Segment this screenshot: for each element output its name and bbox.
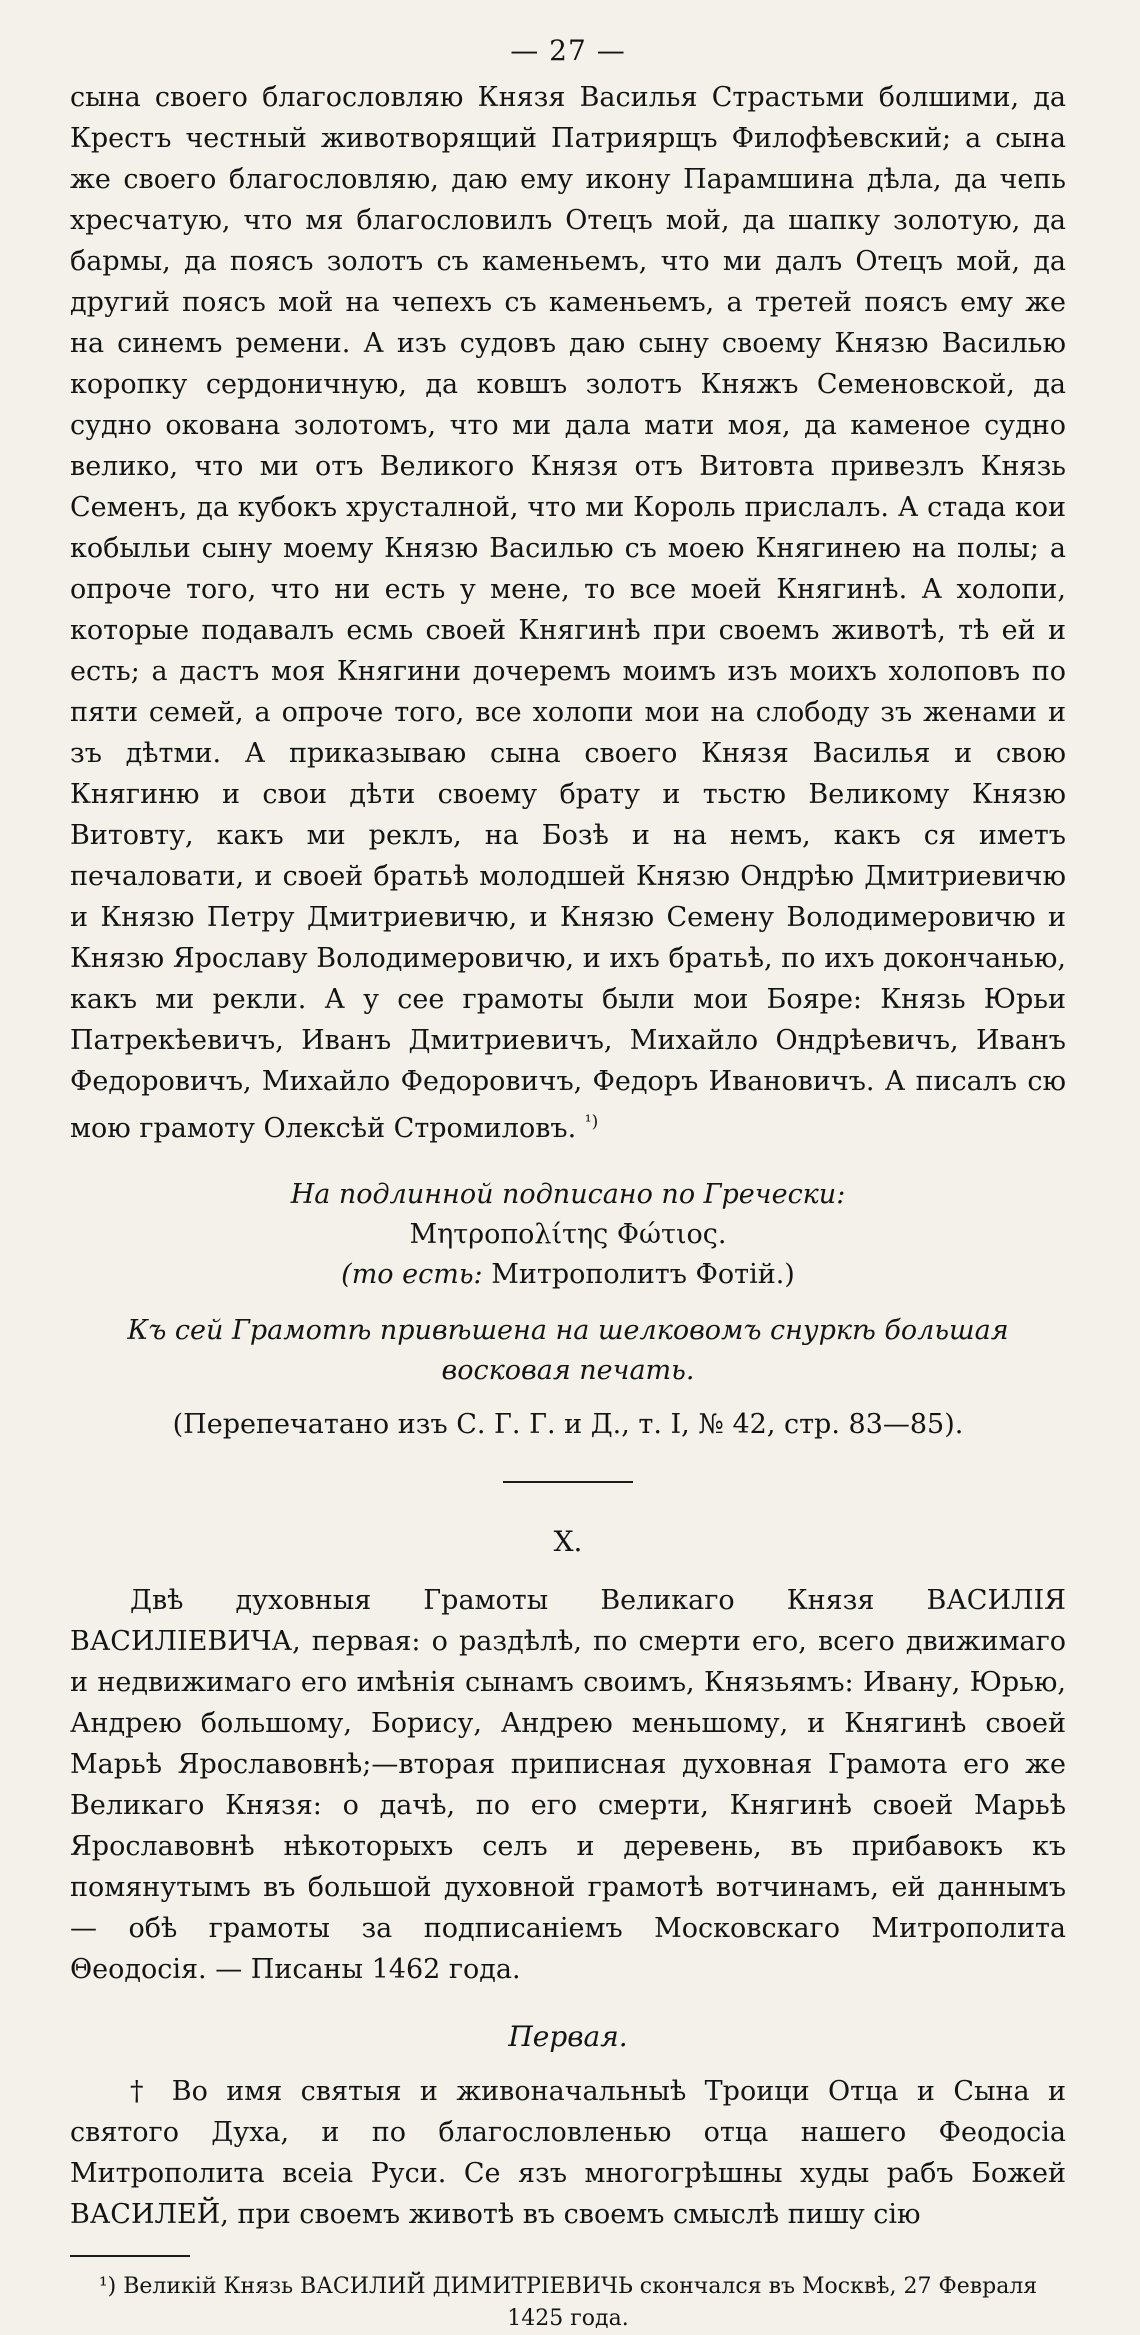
signature-note: На подлинной подписано по Гречески:	[290, 1179, 846, 1210]
reprint-note: (Перепечатано изъ С. Г. Г. и Д., т. I, № 42, стр. 83—85).	[172, 1409, 964, 1440]
subheading: Первая.	[508, 2020, 628, 2053]
footnote	[70, 2271, 1066, 2335]
signature-translation	[70, 1255, 1066, 1295]
opening-paragraph: † Во имя святыя и живоначальныѣ Троици Отца и Сына и святого Духа, и по благословленью отца нашего Феодосiа Митрополита всеiа Руси. Се язъ многогрѣшны худы рабъ Божей ВАСИЛЕЙ, при своемъ животѣ въ своемъ смыслѣ пишу сiю	[70, 2076, 1066, 2230]
footnote-marker: ¹)	[98, 2274, 117, 2299]
main-paragraph	[70, 77, 1066, 1149]
signature-block	[70, 1175, 1066, 1295]
section-heading-paragraph: Двѣ духовныя Грамоты Великаго Князя ВАСИЛIЯ ВАСИЛIЕВИЧА, первая: о раздѣлѣ, по смерти его, всего движимаго и недвижимаго его имѣнiя сынамъ своимъ, Князьямъ: Ивану, Юрью, Андрею большому, Борису, Андрею меньшому, и Княгинѣ своей Марьѣ Ярославовнѣ;—вторая приписная духовная Грамота его же Великаго Князя: о дачѣ, по его смерти, Княгинѣ своей Марьѣ Ярославовнѣ нѣкоторыхъ селъ и деревень, въ прибавокъ къ помянутымъ въ большой духовной грамотѣ вотчинамъ, ей даннымъ — обѣ грамоты за подписанiемъ Московскаго Митрополита Θеодосiя. — Писаны 1462 года.	[70, 1585, 1066, 1985]
section-divider	[503, 1481, 633, 1483]
section-numeral: X.	[553, 1525, 583, 1558]
footnote-text: Великiй Князь ВАСИЛИЙ ДИМИТРIЕВИЧЬ скончался въ Москвѣ, 27 Февраля 1425 года.	[123, 2274, 1038, 2331]
footnote-divider	[70, 2255, 190, 2257]
signature-translation-name: Митрополитъ Фотiй.)	[491, 1259, 795, 1290]
document-page	[70, 34, 1066, 2335]
page-number: — 27 —	[510, 34, 626, 67]
seal-note: Къ сей Грамотѣ привѣшена на шелковомъ снуркѣ большая восковая печать.	[127, 1315, 1009, 1386]
footnote-reference: ¹)	[584, 1112, 599, 1132]
main-paragraph-text: сына своего благословляю Князя Василья Страстьми болшими, да Крестъ честный животворящий Патриярщъ Филофѣевский; а сына же своего благословляю, даю ему икону Парамшина дѣла, да чепь хресчатую, что мя благословилъ Отецъ мой, да шапку золотую, да бармы, да поясъ золотъ съ каменьемъ, что ми далъ Отецъ мой, да другий поясъ мой на чепехъ съ каменьемъ, а третей поясъ ему же на синемъ ремени. А изъ судовъ даю сыну своему Князю Василью коропку сердоничную, да ковшъ золотъ Княжъ Семеновской, да судно окована золотомъ, что ми дала мати моя, да каменое судно велико, что ми отъ Великого Князя отъ Витовта привезлъ Князь Семенъ, да кубокъ хрусталной, что ми Король прислалъ. А стада кои кобыльи сыну моему Князю Василью съ моею Княгинею на полы; а опроче того, что ни есть у мене, то все моей Княгинѣ. А холопи, которые подавалъ есмь своей Княгинѣ при своемъ животѣ, тѣ ей и есть; а дастъ моя Княгини дочеремъ моимъ изъ моихъ холоповъ по пяти семей, а опроче того, все холопи мои на слободу зъ женами и зъ дѣтми. А приказываю сына своего Князя Василья и свою Княгиню и свои дѣти своему брату и тьстю Великому Князю Витовту, какъ ми реклъ, на Бозѣ и на немъ, какъ ся иметъ печаловати, и своей братьѣ молодшей Князю Ондрѣю Дмитриевичю и Князю Петру Дмитриевичю, и Князю Семену Володимеровичю и Князю Ярославу Володимеровичю, и ихъ братьѣ, по ихъ докончанью, какъ ми рекли. А у сее грамоты были мои Бояре: Князь Юрьи Патрекѣевичъ, Иванъ Дмитриевичъ, Михайло Ондрѣевичъ, Иванъ Федоровичъ, Михайло Федоровичъ, Федоръ Ивановичъ. А писалъ сю мою грамоту Олексѣй Стромиловъ.	[70, 82, 1066, 1144]
greek-signature: Μητροπολίτης Φώτιος.	[409, 1219, 727, 1250]
signature-translation-prefix: (то есть:	[341, 1259, 483, 1290]
